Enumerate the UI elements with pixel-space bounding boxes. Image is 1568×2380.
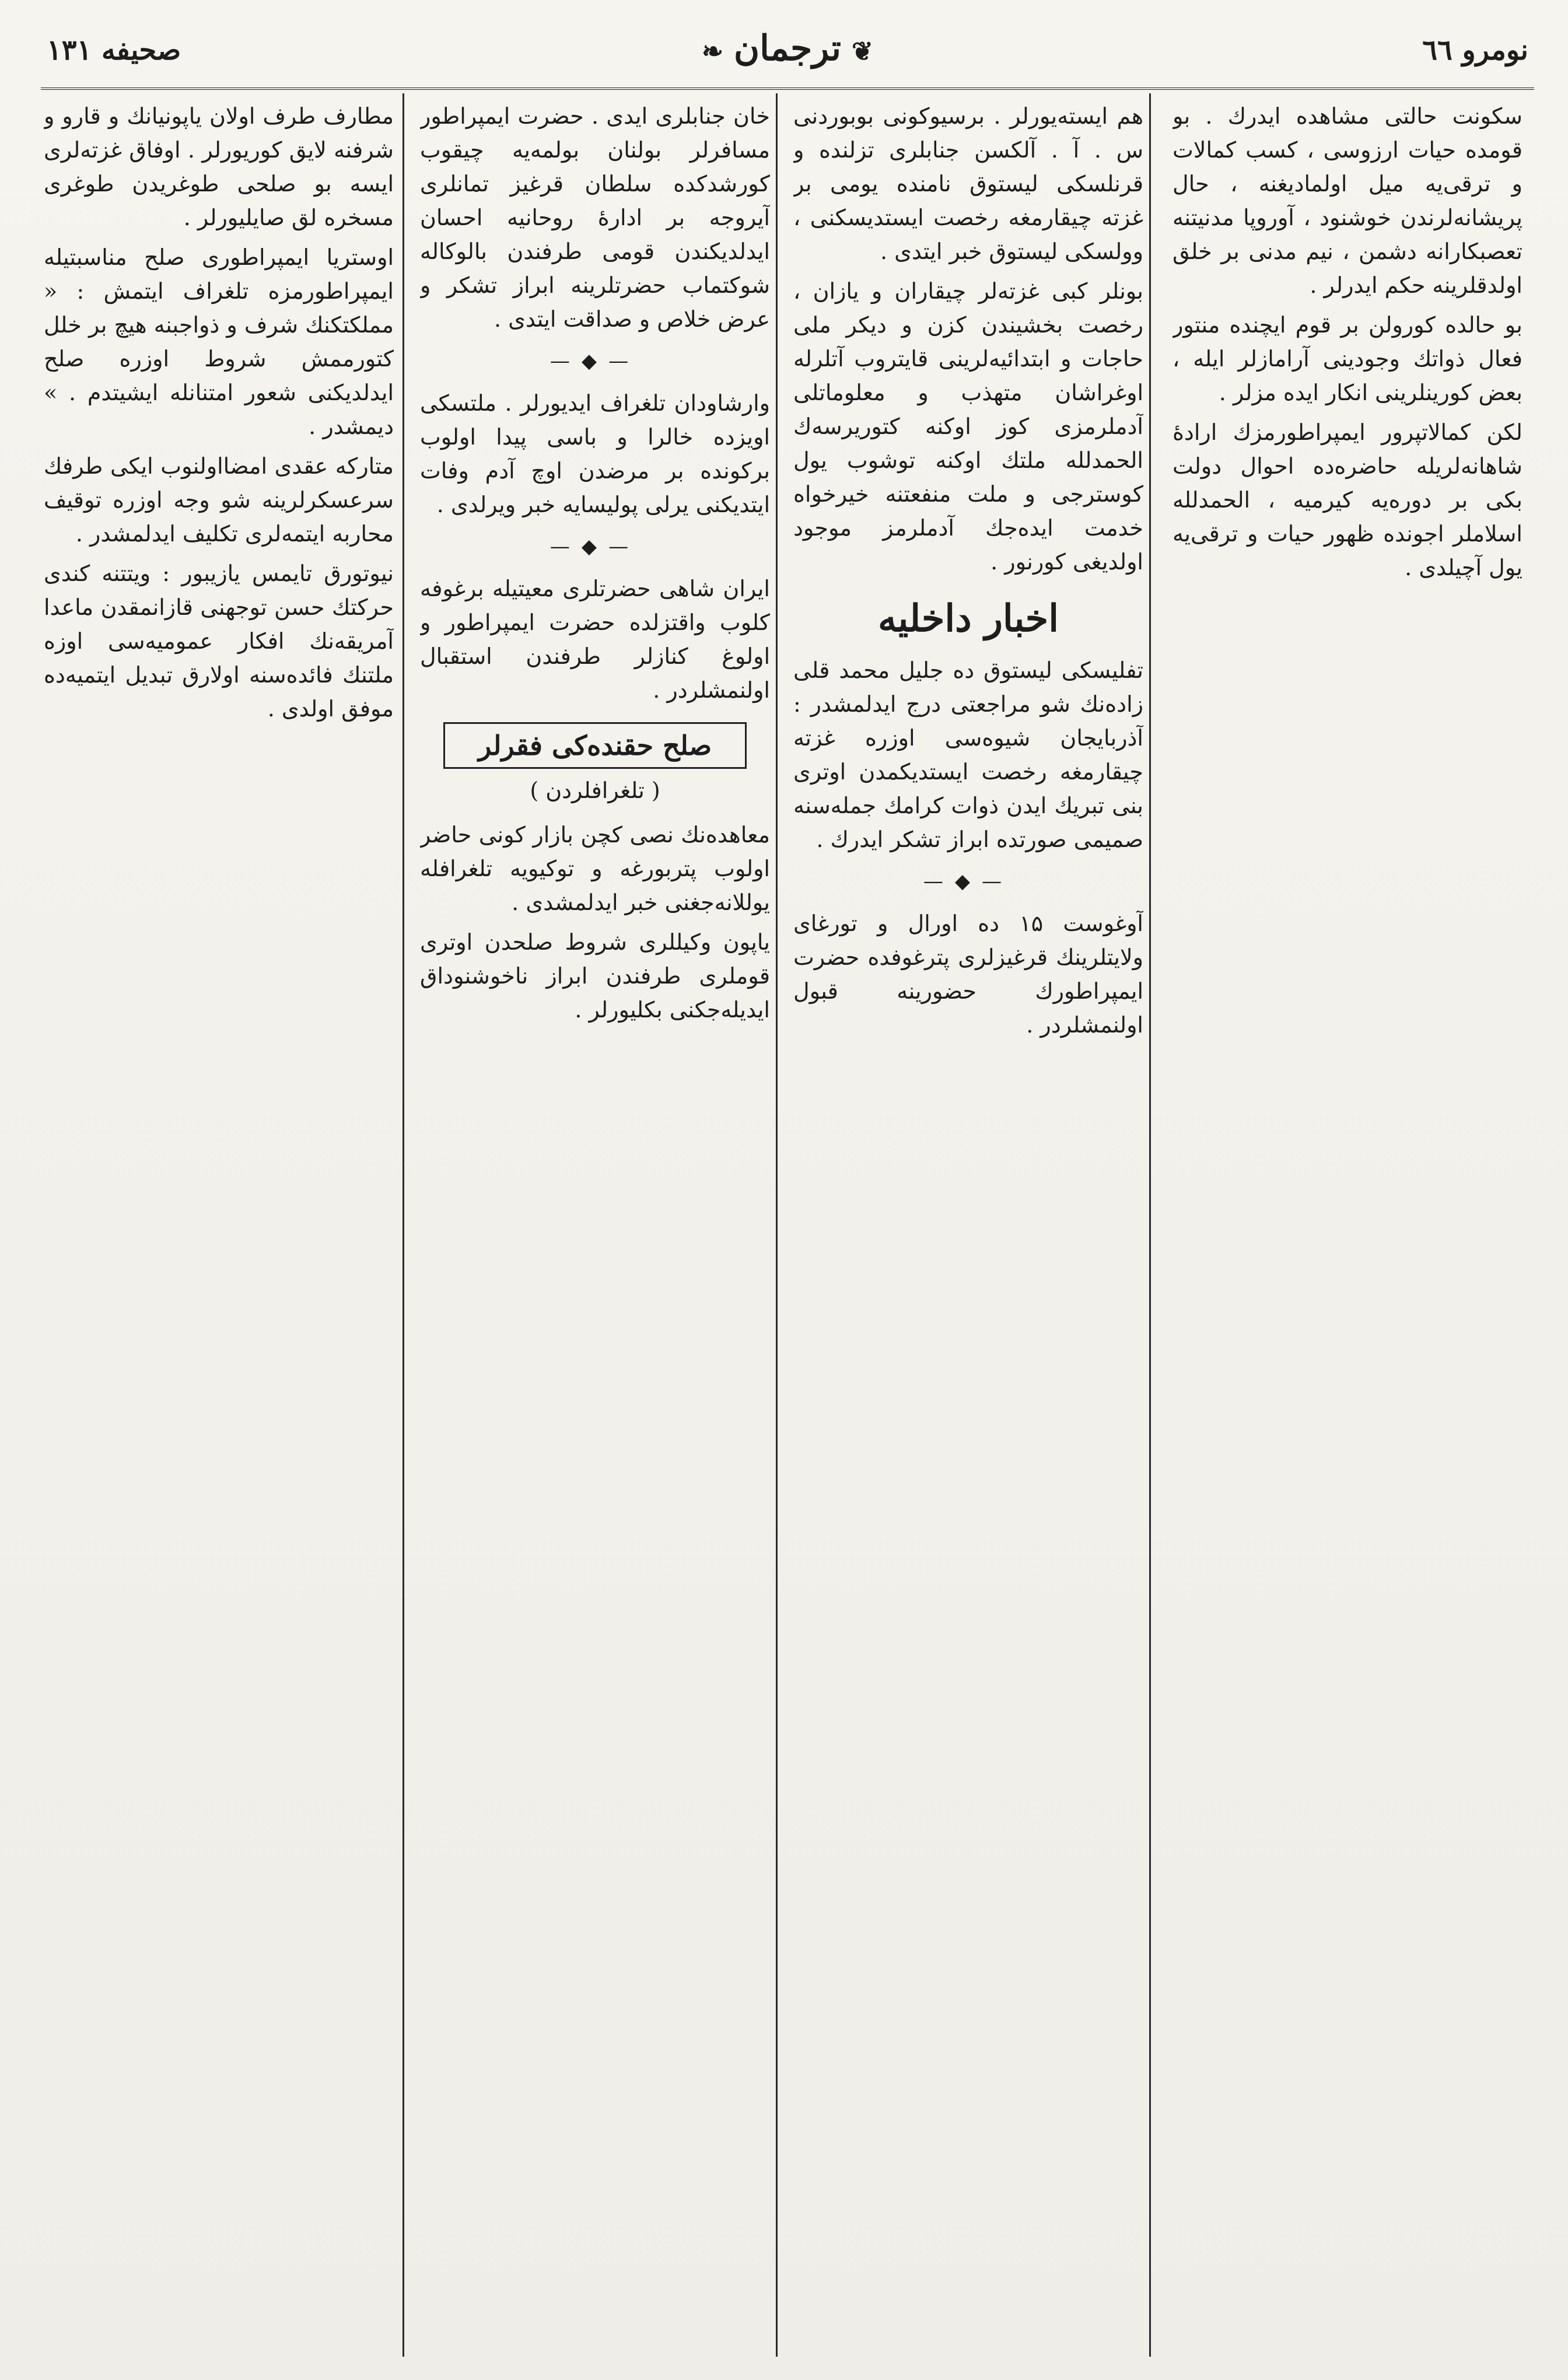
ornament-icon: ❦: [851, 37, 873, 66]
article-paragraph: بونلر کبی غزته‌لر چیقاران و یازان ، رخصت بخشیندن کزن و دیکر ملی حاجات و ابتدائیه‌لرینی قایتروب آتلرله اوغراشان متهذب و معلوماتلی آدملرمزی کوز اوکنه کتوریرسه‌ك الحمدلله ملتك اوکنه توشوب یول کوسترجی و ملت منفعتنه خیرخواه خدمت ایده‌جك آدملرمز موجود اولدیغی کورنور .: [793, 278, 1143, 575]
section-item: یاپون وکیللری شروط صلحدن اوتری قوملری طرفندن ابراز ناخوشنوداق ایدیله‌جکنی بکلیورلر .: [420, 929, 770, 1023]
article-paragraph: هم ایسته‌یورلر . برسیوکونی بوبوردنی س . آ . آلکسن جنابلری تزلنده و قرنلسکی لیستوق نامنده یومی بر غزته چیقارمغه رخصت ایستدیسکنی ، وولسکی لیستوق خبر ایتدی .: [793, 103, 1143, 264]
section-subtitle: ( تلغرافلردن ): [530, 778, 660, 803]
article-paragraph: اوستریا ایمپراطوری صلح مناسبتیله ایمپراطورمزه تلغراف ایتمش : « مملکتکنك شرف و ذواجبنه هیچ بر خلل کتورممش شروط اوزره صلح ایدلدیکنی شعور امتنانله ایشیتدم . » دیمشدر .: [44, 244, 394, 439]
column-2: [793, 99, 1143, 2351]
section-title: صلح حقنده‌کی فقرلر: [443, 722, 747, 769]
newspaper-title: [642, 28, 933, 69]
domestic-news-heading: اخبار داخلیه: [878, 597, 1059, 640]
article-paragraph: سکونت حالتی مشاهده ایدرك . بو قومده حیات ارزوسی ، کسب کمالات و ترقی‌یه میل اولمادیغنه ، حال پریشانه‌لرندن خوشنود ، آوروپا مدنیتنه تعصبکارانه دشمن ، نیم مدنی بر خلق اولدقلرینه حکم ایدرلر .: [1172, 103, 1522, 298]
article-paragraph: وارشاودان تلغراف ایدیورلر . ملتسکی اویزده خالرا و باسی پیدا اولوب برکونده بر مرضدن اوچ آدم وفات ایتدیکنی یرلی پولیسایه خبر ویرلدی .: [420, 390, 770, 517]
article-paragraph: متارکه عقدی امضااولنوب ایکی طرفك سرعسکرلرینه شو وجه اوزره توقیف محاربه ایتمه‌لری تکلیف ایدلمشدر .: [44, 453, 394, 547]
section-item: معاهده‌نك نصی کچن بازار کونی حاضر اولوب پتربورغه و توکیویه تلغرافله یوللانه‌جغنی خبر ایدلمشدی .: [420, 822, 770, 915]
page-header: [41, 23, 1534, 90]
article-paragraph: نیوتورق تایمس یازیبور : ویتتنه کندی حرکتك حسن توجهنی قازانمقدن ماعدا آمریقه‌نك افکار عمومیه‌سی اوزه ملتنك فائده‌سنه اولارق تبدیل ایتمیه‌ده موفق اولدی .: [44, 561, 394, 722]
masthead-title: ترجمان: [734, 28, 841, 69]
article-paragraph: مطارف طرف اولان یاپونیانك و قارو و شرفنه لایق کوریورلر . اوفاق غزته‌لری ایسه بو صلحی طوغریدن طوغری مسخره لق صایلیورلر .: [44, 103, 394, 230]
page-number: صحیفه ۱۳۱: [47, 34, 181, 66]
section-divider: —◆—: [550, 535, 640, 558]
article-paragraph: خان جنابلری ایدی . حضرت ایمپراطور مسافرلر بولنان بولمه‌یه چیقوب کورشدکده سلطان قرغیز تمانلری آیروجه بر ادارهٔ روحانیه احسان ایدلدیکندن قومی طرفندن بالوکاله شوکتماب حضرتلرینه ابراز تشکر و عرض خلاص و صداقت ایتدی .: [420, 103, 770, 332]
column-1: [1172, 99, 1522, 2351]
column-3: [420, 99, 770, 2351]
article-paragraph: لکن کمالاتپرور ایمپراطورمزك ارادهٔ شاهانه‌لریله حاضره‌ده احوال دولت بکی بر دوره‌یه کیرمیه ، الحمدلله اسلاملر اجونده ظهور حیات و ترقی‌یه یول آچیلدی .: [1172, 419, 1522, 580]
news-item: تفلیسکی لیستوق ده جلیل محمد قلی زاده‌نك شو مراجعتی درج ایدلمشدر : آذربایجان شیوه‌سی اوزره غزته چیقارمغه رخصت ایستدیکمدن اوتری بنی تبریك ایدن ذوات کرامك جمله‌سنه صمیمی صورتده ابراز تشکر ایدرك .: [793, 657, 1143, 852]
column-divider: [1149, 93, 1151, 2357]
issue-number: نومرو ٦٦: [1422, 34, 1528, 66]
column-divider: [776, 93, 778, 2357]
article-paragraph: بو حالده کورولن بر قوم ایچنده منتور فعال ذواتك وجودینی آرامازلر ایله ، بعض کورینلرینی انکار ایده مزلر .: [1172, 312, 1522, 405]
column-4: [44, 99, 394, 2351]
section-divider: —◆—: [550, 349, 640, 373]
article-paragraph: ایران شاهی حضرتلری معیتیله برغوفه کلوب واقتزلده حضرت ایمپراطور و اولوغ کنازلر طرفندن استقبال اولنمشلردر .: [420, 576, 770, 703]
ornament-icon: ❧: [702, 37, 724, 66]
news-item: آوغوست ۱۵ ده اورال و تورغای ولایتلرینك قرغیزلری پترغوفده حضرت ایمپراطورك حضورینه قبول اولنمشلردر .: [793, 911, 1143, 1038]
section-divider: —◆—: [923, 870, 1014, 893]
column-divider: [402, 93, 404, 2357]
